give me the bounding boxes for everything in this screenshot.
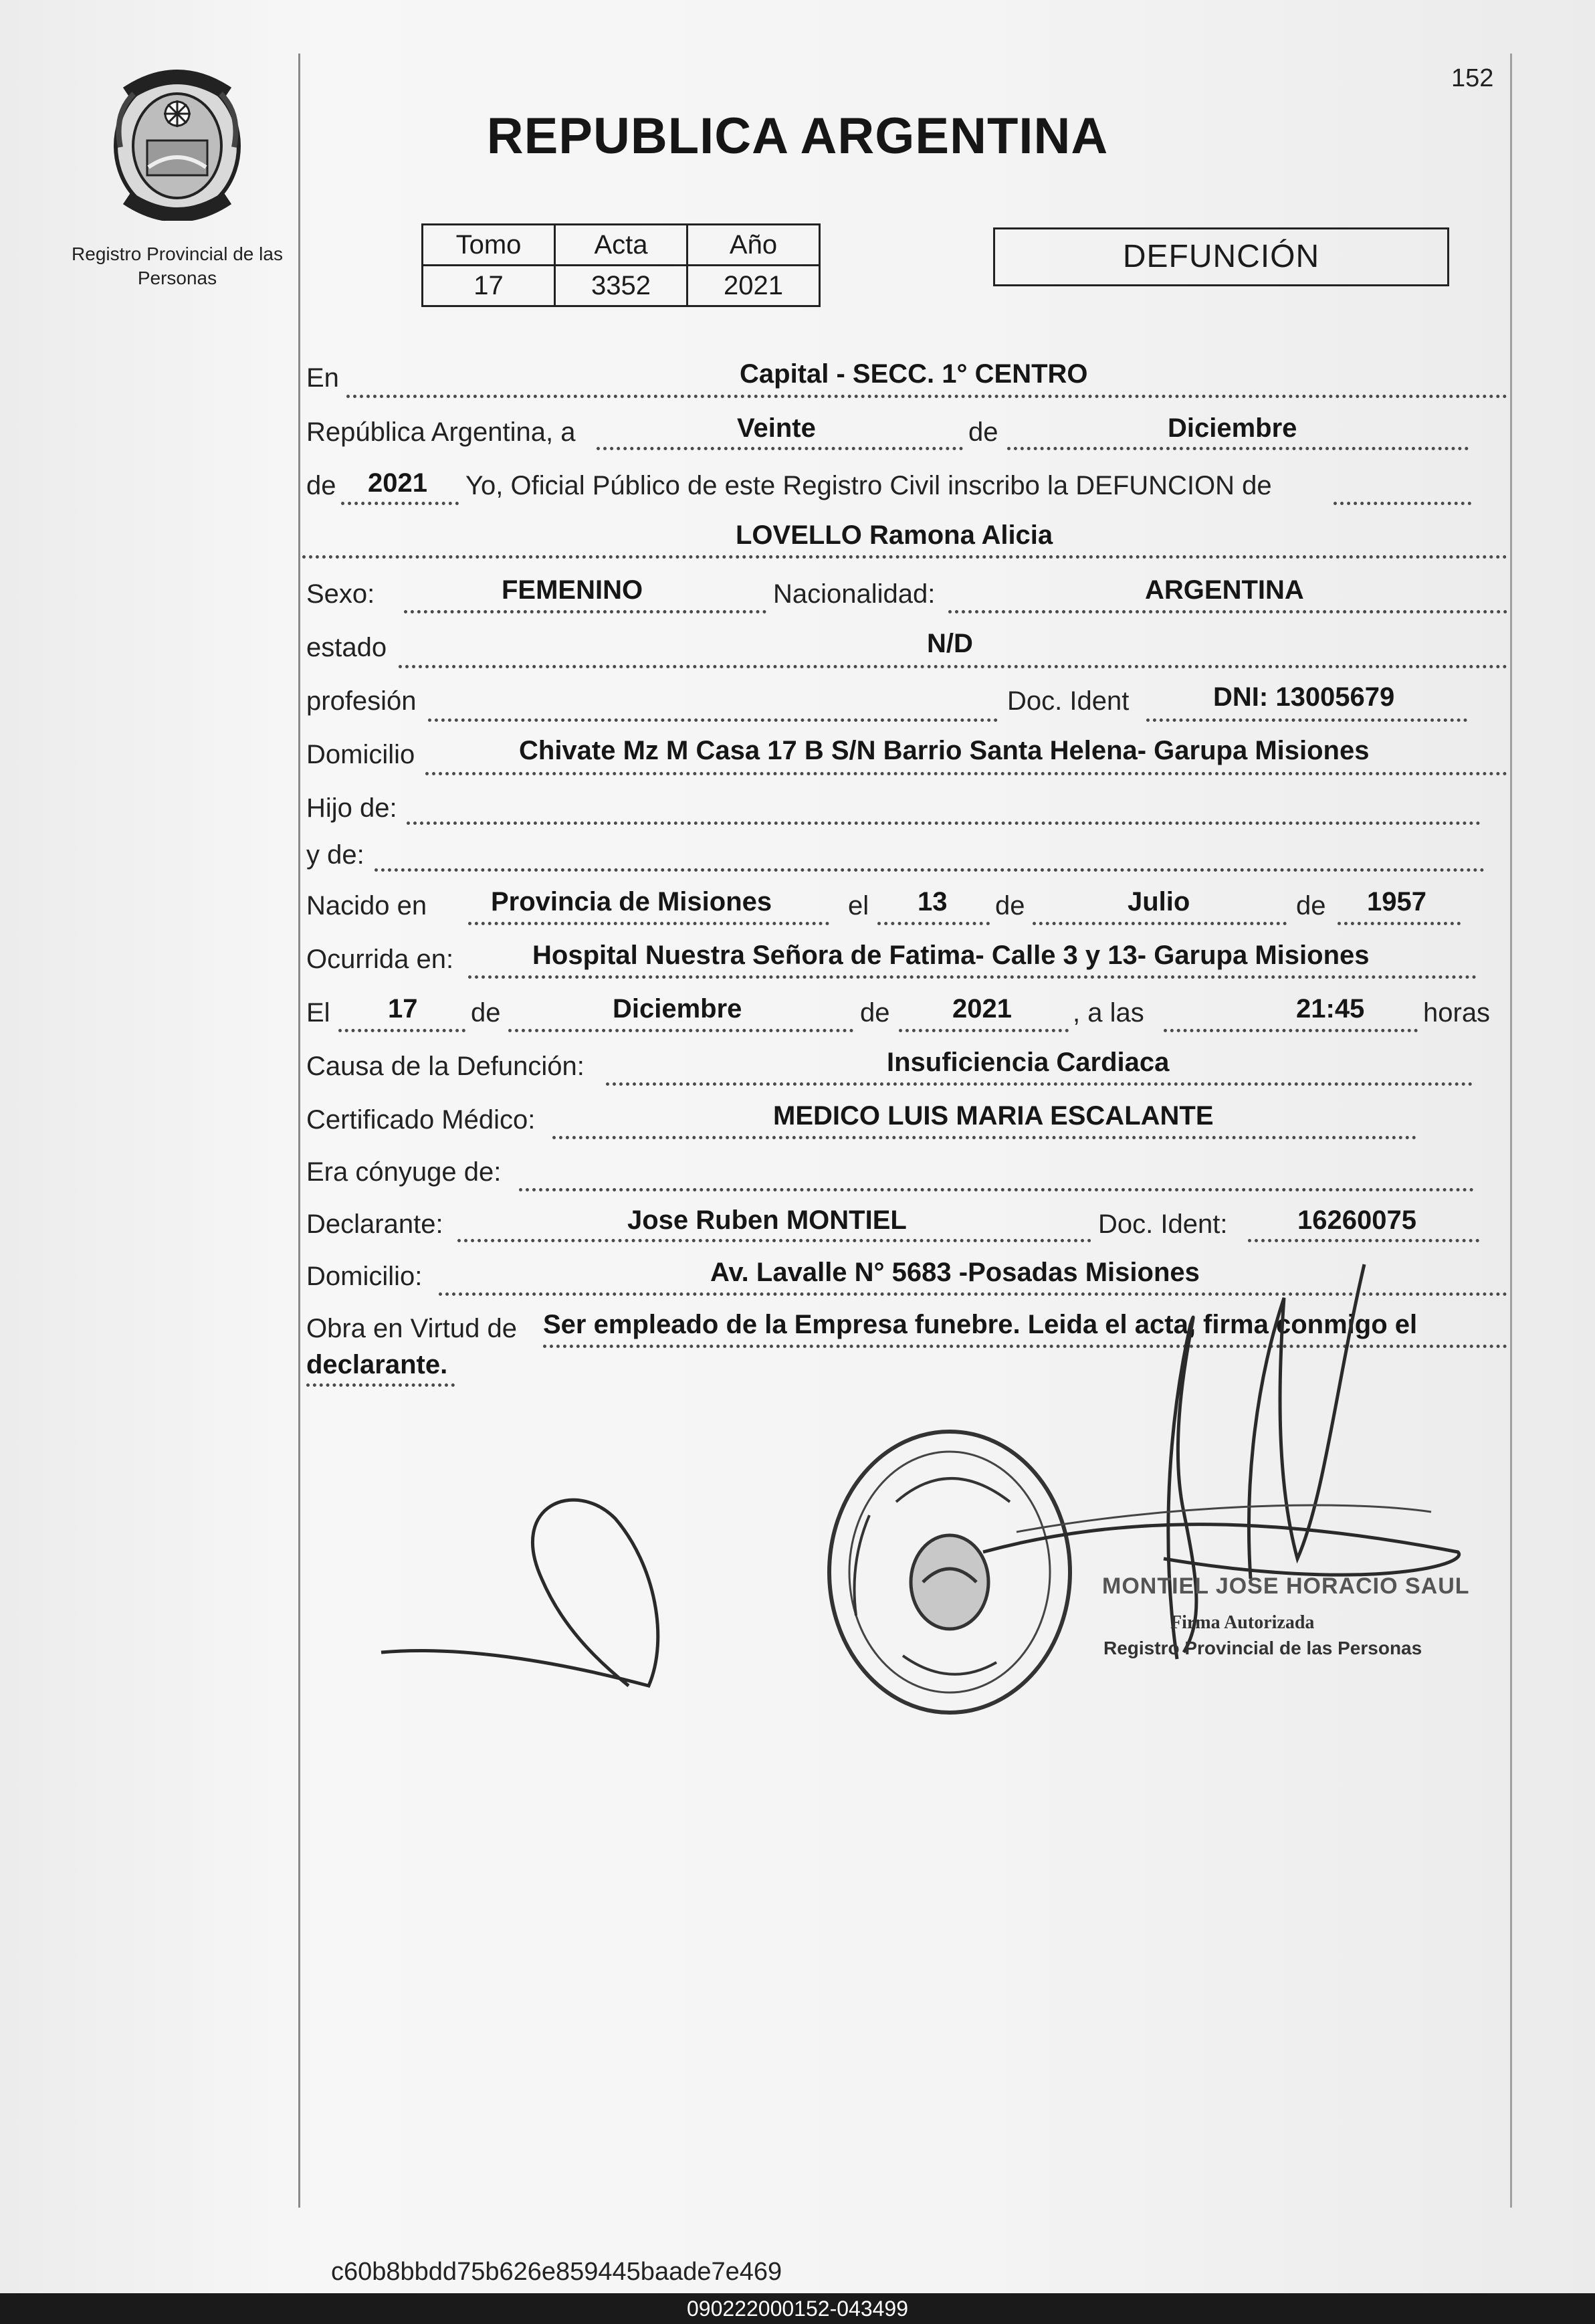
- nacionalidad-value: ARGENTINA: [1145, 575, 1304, 605]
- obra-label: Obra en Virtud de: [306, 1314, 518, 1343]
- certificado-label: Certificado Médico:: [306, 1105, 536, 1135]
- nacido-label: Nacido en: [306, 891, 427, 921]
- name-dotted-line: [302, 555, 1507, 559]
- birth-year: 1957: [1367, 887, 1426, 916]
- act-type-box: DEFUNCIÓN: [993, 227, 1449, 286]
- birth-day: 13: [918, 887, 948, 916]
- nacido-dotted-line: [468, 922, 829, 925]
- death-time-dotted-line: [1164, 1029, 1418, 1032]
- barcode-number-bar: 090222000152-043499: [0, 2293, 1595, 2324]
- decl-doc-dotted-line: [1248, 1239, 1479, 1242]
- de-label-6: de: [860, 998, 890, 1028]
- decl-doc-value: 16260075: [1297, 1205, 1416, 1235]
- death-year-dotted-line: [899, 1029, 1069, 1032]
- causa-label: Causa de la Defunción:: [306, 1052, 584, 1081]
- ocurrida-label: Ocurrida en:: [306, 945, 454, 974]
- certificado-dotted-line: [552, 1136, 1416, 1139]
- statement-dotted-line: [1334, 502, 1471, 505]
- register-header-row: [423, 225, 820, 266]
- day-dotted-line: [597, 447, 963, 450]
- register-header-ano: Año: [687, 225, 820, 266]
- register-header-acta: Acta: [555, 225, 687, 266]
- causa-dotted-line: [606, 1082, 1473, 1086]
- month-value: Diciembre: [1168, 413, 1297, 443]
- register-value-acta: 3352: [555, 266, 687, 306]
- year-dotted-line: [341, 502, 459, 505]
- birth-month-dotted-line: [1033, 922, 1287, 925]
- statement-text: Yo, Oficial Público de este Registro Civil inscribo la DEFUNCION de: [465, 471, 1272, 500]
- domicilio-value: Chivate Mz M Casa 17 B S/N Barrio Santa Helena- Garupa Misiones: [519, 736, 1370, 765]
- nacido-value: Provincia de Misiones: [491, 887, 772, 916]
- sexo-dotted-line: [404, 610, 766, 613]
- doc-ident-dotted-line: [1146, 718, 1467, 722]
- de-label-4: de: [1296, 891, 1326, 921]
- document-hash: c60b8bbdd75b626e859445baade7e469: [331, 2258, 782, 2286]
- decl-domicilio-label: Domicilio:: [306, 1262, 423, 1291]
- declarante-label: Declarante:: [306, 1209, 443, 1239]
- left-margin-line: [298, 54, 300, 2208]
- nacionalidad-label: Nacionalidad:: [773, 579, 936, 609]
- domicilio-label: Domicilio: [306, 740, 415, 769]
- official-name: MONTIEL JOSE HORACIO SAUL: [1102, 1573, 1470, 1599]
- hijo-de-label: Hijo de:: [306, 793, 397, 823]
- estado-value: N/D: [927, 629, 973, 658]
- right-margin-line: [1510, 54, 1512, 2208]
- decl-domicilio-value: Av. Lavalle N° 5683 -Posadas Misiones: [710, 1258, 1200, 1287]
- birth-day-dotted-line: [877, 922, 990, 925]
- declarante-value: Jose Ruben MONTIEL: [627, 1205, 907, 1235]
- sexo-label: Sexo:: [306, 579, 375, 609]
- en-value: Capital - SECC. 1° CENTRO: [740, 359, 1088, 389]
- register-value-tomo: 17: [423, 266, 555, 306]
- register-header-tomo: Tomo: [423, 225, 555, 266]
- birth-year-dotted-line: [1338, 922, 1461, 925]
- causa-value: Insuficiencia Cardiaca: [887, 1048, 1170, 1077]
- register-value-row: [423, 266, 820, 306]
- conyuge-dotted-line: [519, 1188, 1474, 1191]
- death-year: 2021: [952, 994, 1012, 1024]
- hijo-de-dotted-line: [407, 821, 1481, 825]
- day-words: Veinte: [737, 413, 816, 443]
- el-label-2: El: [306, 998, 330, 1028]
- de-label-3: de: [995, 891, 1025, 921]
- death-time: 21:45: [1296, 994, 1365, 1024]
- death-day-dotted-line: [338, 1029, 465, 1032]
- official-role: Firma Autorizada: [1170, 1612, 1315, 1633]
- decl-doc-label: Doc. Ident:: [1098, 1209, 1228, 1239]
- doc-ident-label: Doc. Ident: [1007, 686, 1130, 716]
- ocurrida-dotted-line: [468, 975, 1477, 979]
- deceased-name: LOVELLO Ramona Alicia: [736, 520, 1053, 550]
- ocurrida-value: Hospital Nuestra Señora de Fatima- Calle 3 y 13- Garupa Misiones: [532, 941, 1370, 970]
- profesion-dotted-line: [428, 718, 998, 722]
- page-number: 152: [1451, 64, 1494, 92]
- a-las-label: , a las: [1073, 998, 1144, 1028]
- official-office: Registro Provincial de las Personas: [1103, 1638, 1422, 1658]
- registry-name: Registro Provincial de las Personas: [72, 244, 283, 288]
- horas-label: horas: [1423, 998, 1491, 1028]
- register-value-ano: 2021: [687, 266, 820, 306]
- el-label: el: [848, 891, 869, 921]
- estado-dotted-line: [399, 665, 1507, 668]
- declarant-signature: [375, 1485, 722, 1713]
- death-month-dotted-line: [508, 1029, 853, 1032]
- domicilio-dotted-line: [425, 772, 1507, 775]
- nacionalidad-dotted-line: [948, 610, 1507, 613]
- declarante-dotted-line: [457, 1239, 1091, 1242]
- certificado-value: MEDICO LUIS MARIA ESCALANTE: [773, 1101, 1214, 1131]
- register-table: [421, 223, 821, 307]
- obra-value-line-2: declarante.: [306, 1350, 448, 1379]
- estado-label: estado: [306, 633, 387, 662]
- death-day: 17: [388, 994, 418, 1024]
- birth-month: Julio: [1128, 887, 1190, 916]
- y-de-label: y de:: [306, 840, 364, 870]
- official-signature: [963, 1244, 1498, 1779]
- death-month: Diciembre: [613, 994, 742, 1024]
- month-dotted-line: [1007, 447, 1469, 450]
- de-label-1: de: [968, 417, 998, 447]
- profesion-label: profesión: [306, 686, 417, 716]
- en-label: En: [306, 363, 339, 393]
- de-label-2: de: [306, 471, 336, 500]
- republica-label: República Argentina, a: [306, 417, 576, 447]
- de-label-5: de: [471, 998, 501, 1028]
- sexo-value: FEMENINO: [502, 575, 643, 605]
- obra-dotted-line-2: [306, 1383, 455, 1387]
- obra-value-line-1: Ser empleado de la Empresa funebre. Leida el acta, firma conmigo el: [543, 1310, 1418, 1339]
- year-value: 2021: [368, 468, 427, 498]
- page-title: REPUBLICA ARGENTINA: [486, 108, 1109, 165]
- en-dotted-line: [346, 395, 1507, 398]
- conyuge-label: Era cónyuge de:: [306, 1157, 502, 1187]
- doc-ident-value: DNI: 13005679: [1213, 682, 1395, 712]
- y-de-dotted-line: [375, 868, 1485, 872]
